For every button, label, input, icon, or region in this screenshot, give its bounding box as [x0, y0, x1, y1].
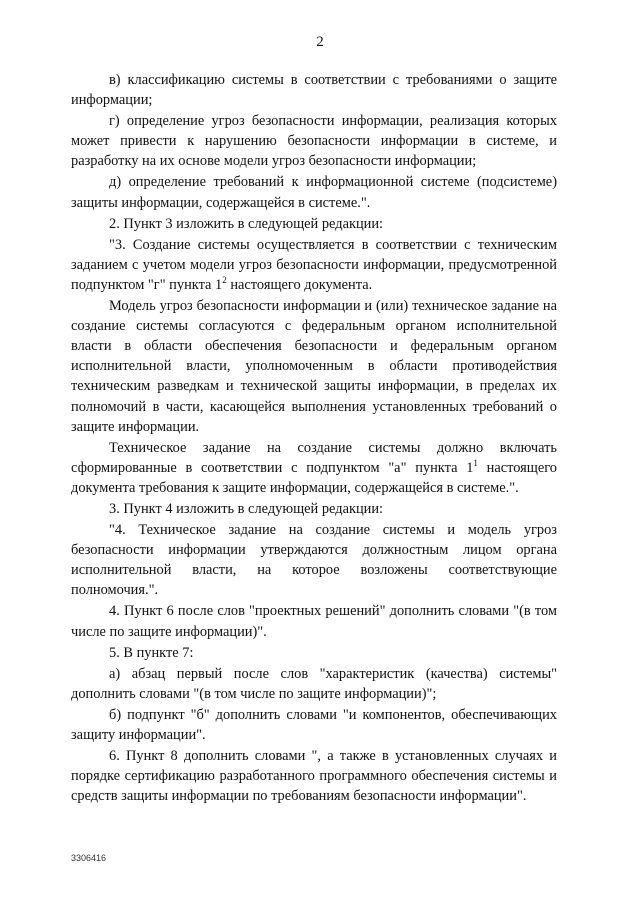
paragraph-item-5-a: а) абзац первый после слов "характеристик (качества) системы" дополнить словами "(в том числе по защите информации)"; [71, 665, 557, 702]
paragraph-technical-task-tail: настоящего документа требования к защите информации, содержащейся в системе.". [71, 459, 558, 496]
superscript: 2 [222, 275, 227, 286]
paragraph-item-5-b: б) подпункт "б" дополнить словами "и компонентов, обеспечивающих защиту информации". [71, 706, 557, 743]
paragraph-d: д) определение требований к информационной системе (подсистеме) защиты информации, содержащейся в системе.". [71, 174, 557, 211]
page-number: 2 [316, 34, 324, 50]
paragraph-item-2: 2. Пункт 3 изложить в следующей редакции: [109, 215, 384, 232]
paragraph-item-4: 4. Пункт 6 после слов "проектных решений" дополнить словами "(в том числе по защите информации)". [71, 603, 557, 640]
paragraph-item-3: 3. Пункт 4 изложить в следующей редакции: [109, 500, 384, 517]
paragraph-item-5: 5. В пункте 7: [109, 644, 194, 661]
paragraph-technical-task-text: Техническое задание на создание системы должно включать сформированные в соответствии с подпунктом "а" пункта 1 [71, 439, 557, 476]
paragraph-new-item-3-tail: настоящего документа. [226, 276, 373, 293]
paragraph-new-item-4: "4. Техническое задание на создание системы и модель угроз безопасности информации утверждаются должностным лицом органа исполнительной власти, на которое возложены соответствующие полномочия.". [71, 522, 557, 599]
paragraph-threat-model: Модель угроз безопасности информации и (или) техническое задание на создание системы согласуются с федеральным органом исполнительной власти в области обеспечения безопасности и федеральным органом исполнительной власти, уполномоченным в области противодействия техническим разведкам и технической защиты информации, в пределах их полномочий в части, касающейся выполнения установленных требований о защите информации. [71, 298, 557, 435]
superscript: 1 [473, 457, 478, 468]
paragraph-new-item-3 [71, 235, 557, 295]
paragraph-item-6: 6. Пункт 8 дополнить словами ", а также в установленных случаях и порядке сертификацию разработанного программного обеспечения системы и средств защиты информации по требованиям безопасности информации". [71, 748, 557, 805]
paragraph-technical-task [71, 438, 557, 498]
paragraph-new-item-3-text: "3. Создание системы осуществляется в соответствии с техническим заданием с учетом модели угроз безопасности информации, предусмотренной подпунктом "г" пункта 1 [71, 236, 557, 293]
document-code: 3306416 [71, 853, 107, 863]
paragraph-v: в) классификацию системы в соответствии с требованиями о защите информации; [71, 72, 557, 109]
document-body [71, 70, 557, 807]
paragraph-g: г) определение угроз безопасности информации, реализация которых может привести к нарушению безопасности информации в системе, и разработку на их основе модели угроз безопасности информации; [71, 113, 557, 170]
